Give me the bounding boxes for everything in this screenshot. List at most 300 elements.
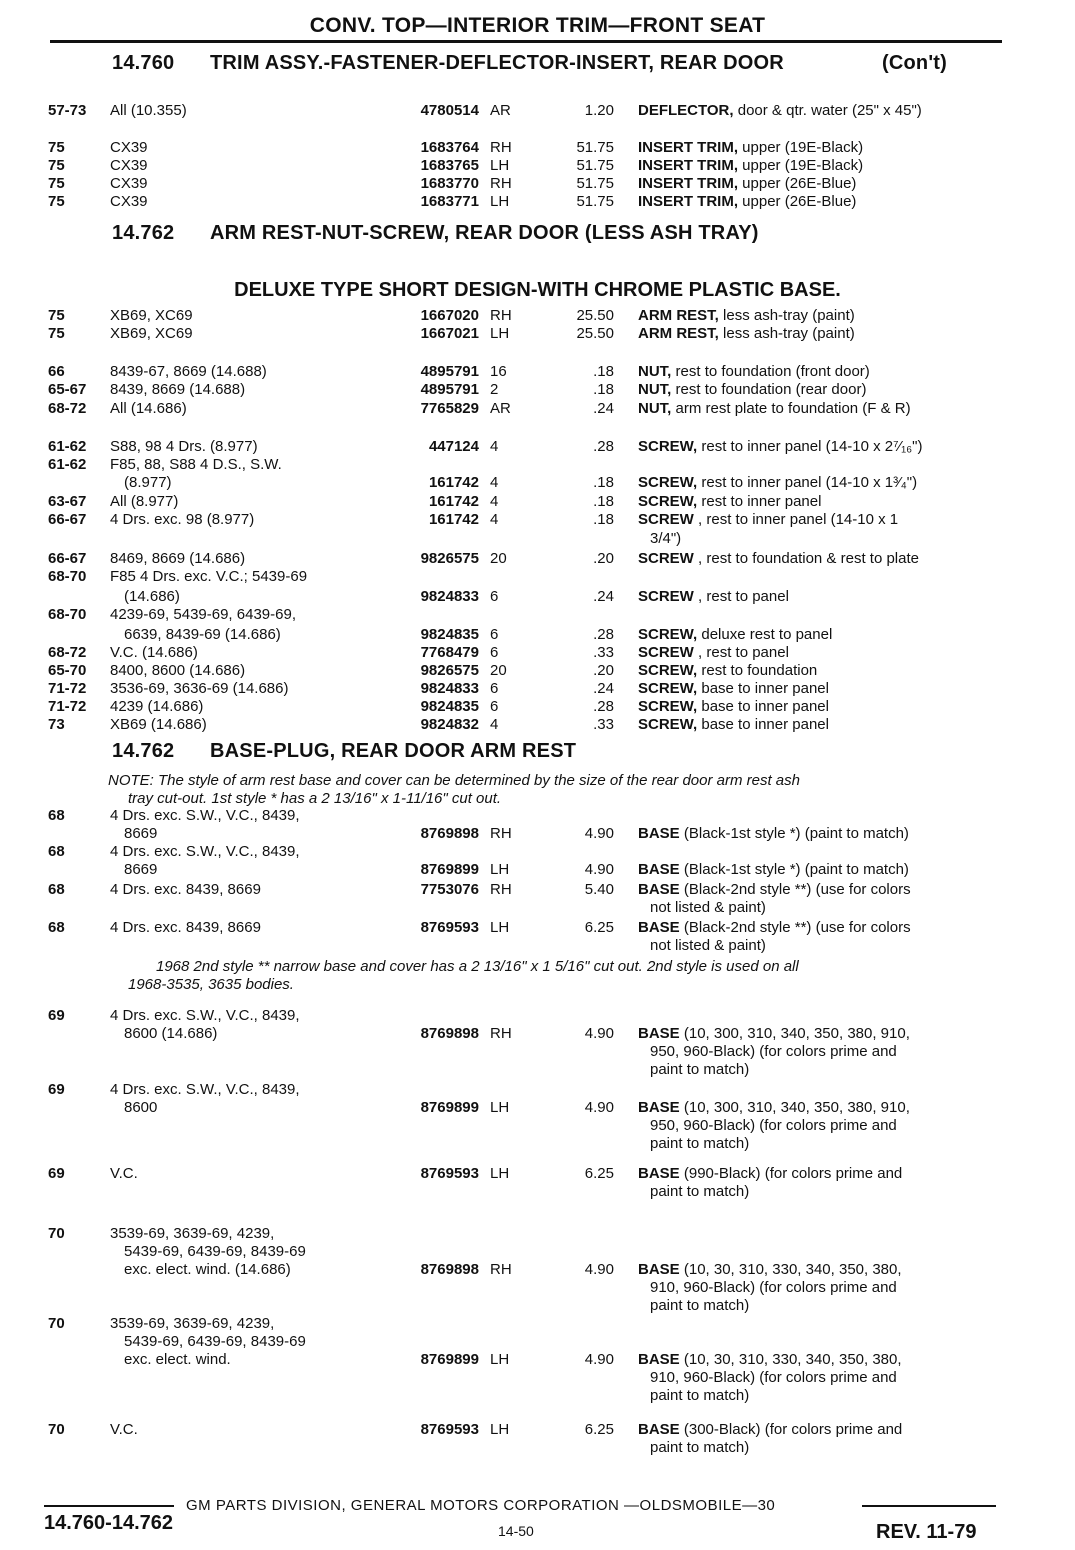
model: CX39 (110, 175, 148, 192)
description-keyword: BASE (638, 881, 680, 898)
description-text: (10, 30, 310, 330, 340, 350, 380, (683, 1351, 902, 1368)
description-keyword: BASE (638, 1421, 680, 1438)
price: 4.90 (584, 861, 614, 878)
description-keyword: INSERT TRIM, (638, 175, 738, 192)
description (638, 306, 855, 325)
description (638, 101, 922, 120)
description-text: (Black-1st style *) (paint to match) (683, 825, 909, 842)
quantity: RH (490, 825, 512, 842)
description-text: , rest to panel (698, 644, 789, 661)
quantity: RH (490, 1025, 512, 1042)
model: 4 Drs. exc. S.W., V.C., 8439, (110, 843, 300, 860)
price: 4.90 (584, 1261, 614, 1278)
parts-row (0, 510, 1075, 529)
price: 4.90 (584, 825, 614, 842)
year: 66-67 (48, 550, 87, 567)
page-header: CONV. TOP—INTERIOR TRIM—FRONT SEAT (309, 14, 766, 37)
part-number: 8769593 (420, 1421, 479, 1438)
year: 61-62 (48, 456, 87, 473)
parts-row (0, 1332, 1075, 1351)
subheading-deluxe: DELUXE TYPE SHORT DESIGN-WITH CHROME PLASTIC BASE. (234, 279, 841, 301)
description-text: base to inner panel (701, 680, 829, 697)
parts-row (0, 1386, 1075, 1405)
year: 68-72 (48, 644, 87, 661)
part-number: 8769898 (420, 1025, 479, 1042)
part-number: 9824835 (420, 698, 479, 715)
part-number: 1683771 (420, 193, 479, 210)
parts-row (0, 1116, 1075, 1135)
description (638, 860, 909, 879)
part-number: 9826575 (420, 550, 479, 567)
description (650, 529, 681, 548)
year: 66-67 (48, 511, 87, 528)
model: exc. elect. wind. (14.686) (124, 1261, 291, 1278)
year: 75 (48, 139, 65, 156)
section-title: TRIM ASSY.-FASTENER-DEFLECTOR-INSERT, REAR DOOR (210, 52, 784, 74)
model: 3536-69, 3636-69 (14.686) (110, 680, 289, 697)
year: 68 (48, 843, 65, 860)
price: .18 (593, 474, 614, 491)
part-number: 8769899 (420, 1351, 479, 1368)
parts-row (0, 605, 1075, 624)
model: 5439-69, 6439-69, 8439-69 (124, 1243, 306, 1260)
model: 8469, 8669 (14.686) (110, 550, 246, 567)
description-text: , rest to panel (698, 588, 789, 605)
price: 6.25 (584, 1421, 614, 1438)
description-text: door & qtr. water (25" x 45") (737, 102, 922, 119)
parts-row (0, 1024, 1075, 1043)
description-keyword: BASE (638, 861, 680, 878)
description-text: 910, 960-Black) (for colors prime and (650, 1369, 897, 1386)
parts-row (0, 806, 1075, 825)
quantity: LH (490, 157, 510, 174)
parts-row (0, 1042, 1075, 1061)
model: 4 Drs. exc. S.W., V.C., 8439, (110, 1081, 300, 1098)
description-keyword: SCREW, (638, 698, 698, 715)
parts-row (0, 1368, 1075, 1387)
description-text: upper (19E-Black) (742, 157, 864, 174)
quantity: LH (490, 1351, 510, 1368)
description-keyword: INSERT TRIM, (638, 139, 738, 156)
parts-row (0, 362, 1075, 381)
description (638, 880, 911, 899)
year: 73 (48, 716, 65, 733)
description (638, 1350, 902, 1369)
parts-row (0, 1060, 1075, 1079)
year: 66 (48, 363, 65, 380)
model: S88, 98 4 Drs. (8.977) (110, 438, 258, 455)
year: 69 (48, 1007, 65, 1024)
price: 25.50 (576, 325, 614, 342)
model: 3539-69, 3639-69, 4239, (110, 1315, 275, 1332)
description (650, 1368, 897, 1387)
description (650, 1042, 897, 1061)
quantity: 6 (490, 644, 499, 661)
quantity: LH (490, 325, 510, 342)
description-keyword: SCREW, (638, 662, 698, 679)
quantity: 16 (490, 363, 507, 380)
parts-row (0, 860, 1075, 879)
description (638, 324, 855, 343)
description-text: 910, 960-Black) (for colors prime and (650, 1279, 897, 1296)
section-title: ARM REST-NUT-SCREW, REAR DOOR (LESS ASH TRAY) (210, 222, 759, 244)
note-2-line-1: 1968 2nd style ** narrow base and cover has a 2 13/16" x 1 5/16" cut out. 2nd style is used on all (156, 958, 799, 975)
price: .28 (593, 438, 614, 455)
footer-revision: REV. 11-79 (876, 1521, 977, 1543)
parts-row (0, 1098, 1075, 1117)
description-keyword: SCREW, (638, 626, 698, 643)
parts-row (0, 529, 1075, 548)
description (638, 1260, 902, 1279)
price: 25.50 (576, 307, 614, 324)
description-text: less ash-tray (paint) (723, 325, 855, 342)
price: .33 (593, 716, 614, 733)
description (638, 174, 856, 193)
parts-row (0, 679, 1075, 698)
model: CX39 (110, 157, 148, 174)
description-keyword: INSERT TRIM, (638, 157, 738, 174)
description (650, 1278, 897, 1297)
quantity: 4 (490, 716, 499, 733)
parts-row (0, 455, 1075, 474)
description-text: arm rest plate to foundation (F & R) (675, 400, 911, 417)
year: 63-67 (48, 493, 87, 510)
section-14-760 (112, 52, 948, 75)
description-text: (Black-2nd style **) (use for colors (683, 881, 911, 898)
model: 6639, 8439-69 (14.686) (124, 626, 281, 643)
year: 65-67 (48, 381, 87, 398)
part-number: 9824833 (420, 680, 479, 697)
description (650, 1296, 749, 1315)
model: F85, 88, S88 4 D.S., S.W. (110, 456, 282, 473)
model: 3539-69, 3639-69, 4239, (110, 1225, 275, 1242)
parts-row (0, 918, 1075, 937)
part-number: 9824835 (420, 626, 479, 643)
part-number: 7768479 (420, 644, 479, 661)
description (638, 399, 911, 418)
model: CX39 (110, 193, 148, 210)
price: 4.90 (584, 1025, 614, 1042)
description-text: upper (26E-Blue) (742, 193, 857, 210)
quantity: AR (490, 102, 511, 119)
model: 8600 (14.686) (124, 1025, 218, 1042)
parts-row (0, 1182, 1075, 1201)
parts-row (0, 492, 1075, 511)
price: .24 (593, 400, 614, 417)
description (638, 715, 829, 734)
description (638, 156, 863, 175)
description-text: paint to match) (650, 1297, 750, 1314)
description-text: 950, 960-Black) (for colors prime and (650, 1117, 897, 1134)
year: 57-73 (48, 102, 87, 119)
quantity: 4 (490, 438, 499, 455)
description (650, 898, 766, 917)
year: 71-72 (48, 698, 87, 715)
description-keyword: BASE (638, 919, 680, 936)
price: 4.90 (584, 1351, 614, 1368)
description-text: upper (19E-Black) (742, 139, 864, 156)
part-number: 9824833 (420, 588, 479, 605)
price: 6.25 (584, 1165, 614, 1182)
description (638, 492, 821, 511)
quantity: 6 (490, 588, 499, 605)
section-title: BASE-PLUG, REAR DOOR ARM REST (210, 740, 577, 762)
description-text: paint to match) (650, 1135, 750, 1152)
price: 4.90 (584, 1099, 614, 1116)
description (638, 1024, 910, 1043)
year: 75 (48, 325, 65, 342)
quantity: 2 (490, 381, 499, 398)
model: 5439-69, 6439-69, 8439-69 (124, 1333, 306, 1350)
quantity: LH (490, 1165, 510, 1182)
year: 69 (48, 1081, 65, 1098)
parts-row (0, 936, 1075, 955)
description (638, 918, 911, 937)
parts-row (0, 1260, 1075, 1279)
parts-row (0, 567, 1075, 586)
description-text: not listed & paint) (650, 899, 766, 916)
description-keyword: SCREW, (638, 438, 698, 455)
parts-row (0, 1296, 1075, 1315)
footer-range: 14.760-14.762 (44, 1512, 174, 1534)
description-text: paint to match) (650, 1183, 750, 1200)
footer-page-number: 14-50 (498, 1523, 534, 1539)
footer-division: GM PARTS DIVISION, GENERAL MOTORS CORPORATION —OLDSMOBILE—30 (186, 1497, 776, 1514)
parts-row (0, 1350, 1075, 1369)
year: 75 (48, 157, 65, 174)
description (638, 192, 856, 211)
model: 8439-67, 8669 (14.688) (110, 363, 267, 380)
model: (14.686) (124, 588, 180, 605)
description-text: rest to inner panel (14-10 x 1³⁄₄") (701, 474, 918, 491)
part-number: 161742 (428, 474, 479, 491)
description-keyword: BASE (638, 1351, 680, 1368)
parts-row (0, 1314, 1075, 1333)
description-text: base to inner panel (701, 716, 829, 733)
parts-row (0, 1278, 1075, 1297)
parts-row (0, 192, 1075, 211)
model: 4 Drs. exc. 8439, 8669 (110, 881, 261, 898)
description (638, 643, 789, 662)
quantity: 4 (490, 493, 499, 510)
price: 6.25 (584, 919, 614, 936)
part-number: 1683764 (420, 139, 479, 156)
model: All (10.355) (110, 102, 187, 119)
description-text: rest to foundation (rear door) (675, 381, 867, 398)
parts-row (0, 661, 1075, 680)
parts-row (0, 1080, 1075, 1099)
parts-row (0, 156, 1075, 175)
parts-row (0, 842, 1075, 861)
description-text: base to inner panel (701, 698, 829, 715)
section-14-762-arm-rest (112, 222, 759, 245)
parts-row (0, 643, 1075, 662)
quantity: LH (490, 1099, 510, 1116)
parts-row (0, 1134, 1075, 1153)
quantity: LH (490, 919, 510, 936)
parts-row (0, 587, 1075, 606)
description (650, 1116, 897, 1135)
model: 8600 (124, 1099, 158, 1116)
year: 69 (48, 1165, 65, 1182)
description-text: rest to foundation (front door) (675, 363, 870, 380)
parts-row (0, 437, 1075, 456)
description-keyword: SCREW, (638, 680, 698, 697)
year: 68 (48, 881, 65, 898)
description-keyword: NUT, (638, 381, 672, 398)
part-number: 8769898 (420, 1261, 479, 1278)
description (650, 1438, 749, 1457)
year: 70 (48, 1225, 65, 1242)
model: 4 Drs. exc. S.W., V.C., 8439, (110, 807, 300, 824)
model: 4 Drs. exc. S.W., V.C., 8439, (110, 1007, 300, 1024)
header-rule (50, 40, 1002, 43)
description-keyword: ARM REST, (638, 325, 719, 342)
price: .24 (593, 680, 614, 697)
description (638, 1098, 910, 1117)
price: .18 (593, 381, 614, 398)
description-keyword: SCREW, (638, 474, 698, 491)
part-number: 4780514 (420, 102, 479, 119)
model: 4 Drs. exc. 8439, 8669 (110, 919, 261, 936)
year: 68-72 (48, 400, 87, 417)
price: .18 (593, 511, 614, 528)
year: 65-70 (48, 662, 87, 679)
year: 68 (48, 807, 65, 824)
description-text: (Black-1st style *) (paint to match) (683, 861, 909, 878)
parts-row (0, 306, 1075, 325)
parts-row (0, 1420, 1075, 1439)
year: 68 (48, 919, 65, 936)
note-2-line-2: 1968-3535, 3635 bodies. (128, 976, 294, 993)
model: 8669 (124, 825, 158, 842)
description (638, 138, 863, 157)
section-continued: (Con't) (882, 52, 948, 74)
model: exc. elect. wind. (124, 1351, 231, 1368)
quantity: RH (490, 139, 512, 156)
description (638, 380, 866, 399)
year: 75 (48, 175, 65, 192)
price: 1.20 (584, 102, 614, 119)
model: CX39 (110, 139, 148, 156)
note-1-line-1: NOTE: The style of arm rest base and cover can be determined by the size of the rear door arm rest ash (108, 772, 800, 789)
part-number: 7753076 (420, 881, 479, 898)
quantity: LH (490, 1421, 510, 1438)
parts-row (0, 898, 1075, 917)
parts-row (0, 1438, 1075, 1457)
parts-row (0, 399, 1075, 418)
year: 70 (48, 1315, 65, 1332)
description-text: paint to match) (650, 1387, 750, 1404)
description-text: paint to match) (650, 1061, 750, 1078)
quantity: RH (490, 175, 512, 192)
description-text: (Black-2nd style **) (use for colors (683, 919, 911, 936)
part-number: 8769899 (420, 1099, 479, 1116)
model: V.C. (110, 1165, 138, 1182)
part-number: 8769593 (420, 1165, 479, 1182)
quantity: 6 (490, 626, 499, 643)
part-number: 7765829 (420, 400, 479, 417)
description-keyword: SCREW (638, 588, 694, 605)
description (638, 1164, 902, 1183)
description-keyword: SCREW (638, 511, 694, 528)
part-number: 4895791 (420, 363, 479, 380)
description-text: not listed & paint) (650, 937, 766, 954)
description-keyword: INSERT TRIM, (638, 193, 738, 210)
part-number: 447124 (428, 438, 479, 455)
part-number: 8769593 (420, 919, 479, 936)
quantity: 6 (490, 698, 499, 715)
price: 51.75 (576, 139, 614, 156)
model: XB69 (14.686) (110, 716, 207, 733)
parts-row (0, 473, 1075, 492)
description-text: (10, 300, 310, 340, 350, 380, 910, (683, 1025, 910, 1042)
model: 8439, 8669 (14.688) (110, 381, 246, 398)
note-1-line-2: tray cut-out. 1st style * has a 2 13/16" x 1-11/16" cut out. (128, 790, 502, 807)
description (638, 437, 923, 456)
quantity: RH (490, 307, 512, 324)
description-keyword: BASE (638, 825, 680, 842)
description (650, 1182, 749, 1201)
year: 68-70 (48, 568, 87, 585)
quantity: LH (490, 861, 510, 878)
description-text: 3/4") (650, 530, 682, 547)
price: .20 (593, 662, 614, 679)
price: .28 (593, 698, 614, 715)
parts-row (0, 174, 1075, 193)
parts-row (0, 549, 1075, 568)
quantity: AR (490, 400, 511, 417)
parts-row (0, 715, 1075, 734)
model: V.C. (14.686) (110, 644, 198, 661)
quantity: 6 (490, 680, 499, 697)
model: 4239-69, 5439-69, 6439-69, (110, 606, 296, 623)
description-text: less ash-tray (paint) (723, 307, 855, 324)
description-keyword: ARM REST, (638, 307, 719, 324)
price: 51.75 (576, 175, 614, 192)
year: 61-62 (48, 438, 87, 455)
section-number: 14.762 (112, 740, 175, 762)
model: V.C. (110, 1421, 138, 1438)
quantity: 4 (490, 511, 499, 528)
part-number: 8769899 (420, 861, 479, 878)
description-text: (10, 30, 310, 330, 340, 350, 380, (683, 1261, 902, 1278)
description-keyword: SCREW, (638, 493, 698, 510)
part-number: 1683765 (420, 157, 479, 174)
model: 4 Drs. exc. 98 (8.977) (110, 511, 255, 528)
description-keyword: BASE (638, 1165, 680, 1182)
quantity: LH (490, 193, 510, 210)
quantity: 20 (490, 550, 507, 567)
model: XB69, XC69 (110, 307, 193, 324)
parts-row (0, 101, 1075, 120)
parts-row (0, 880, 1075, 899)
description-text: rest to foundation (701, 662, 818, 679)
model: 4239 (14.686) (110, 698, 204, 715)
description-text: 950, 960-Black) (for colors prime and (650, 1043, 897, 1060)
description (650, 1134, 749, 1153)
description-text: (990-Black) (for colors prime and (683, 1165, 903, 1182)
part-number: 1683770 (420, 175, 479, 192)
model: (8.977) (124, 474, 172, 491)
quantity: RH (490, 881, 512, 898)
model: 8400, 8600 (14.686) (110, 662, 246, 679)
part-number: 1667020 (420, 307, 479, 324)
quantity: RH (490, 1261, 512, 1278)
description-text: paint to match) (650, 1439, 750, 1456)
part-number: 9826575 (420, 662, 479, 679)
section-number: 14.762 (112, 222, 175, 244)
